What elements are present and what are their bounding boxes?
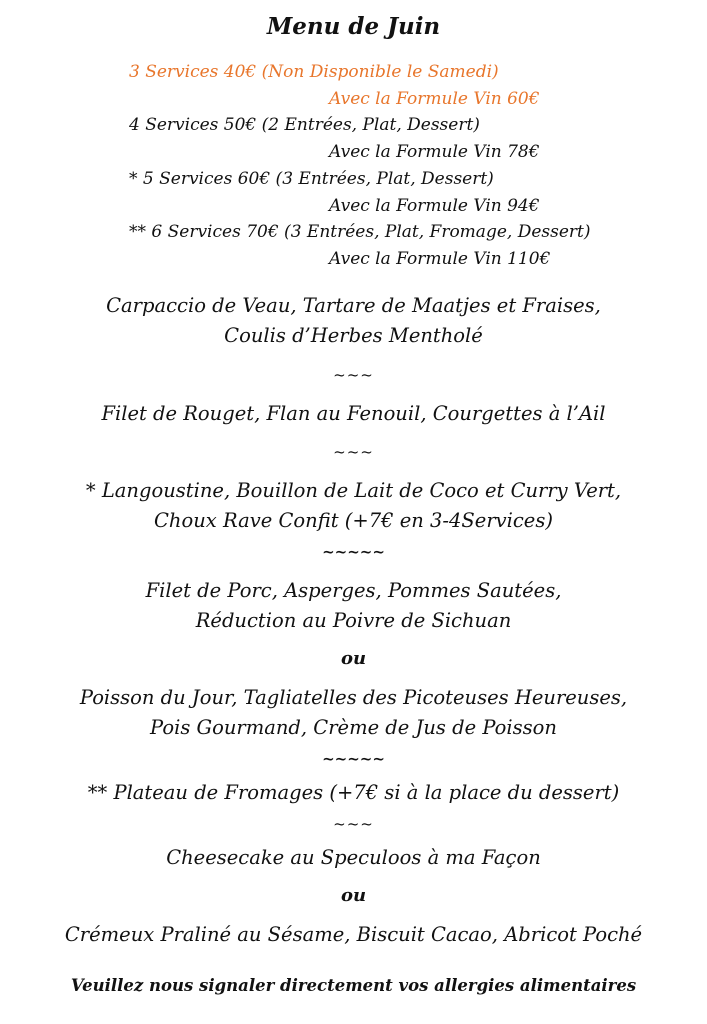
allergy-note: Veuillez nous signaler directement vos allergies alimentaires (70, 976, 637, 995)
separator: ~~~ (333, 443, 374, 461)
formula-5-services: * 5 Services 60€ (3 Entrées, Plat, Dessert) (129, 169, 494, 189)
starter-2: Filet de Rouget, Flan au Fenouil, Courgettes à l’Ail (101, 402, 606, 425)
starter-3-line-2: Choux Rave Confit (+7€ en 3-4Services) (154, 509, 553, 532)
formula-4-services: 4 Services 50€ (2 Entrées, Plat, Dessert) (129, 115, 480, 135)
menu-title: Menu de Juin (266, 13, 441, 40)
separator: ~~~ (333, 366, 374, 384)
starter-3-line-1: * Langoustine, Bouillon de Lait de Coco et Curry Vert, (85, 479, 622, 502)
separator: ~~~~~ (322, 543, 385, 561)
separator: ~~~ (333, 815, 374, 833)
main-1-line-2: Réduction au Poivre de Sichuan (195, 609, 512, 632)
separator: ~~~~~ (322, 750, 385, 768)
formula-6-services: ** 6 Services 70€ (3 Entrées, Plat, Fromage, Dessert) (129, 222, 591, 242)
or-label: ou (340, 648, 367, 669)
dessert-2: Crémeux Praliné au Sésame, Biscuit Cacao, Abricot Poché (64, 923, 643, 946)
dessert-1: Cheesecake au Speculoos à ma Façon (166, 846, 541, 869)
or-label: ou (340, 885, 367, 906)
cheese-course: ** Plateau de Fromages (+7€ si à la place du dessert) (87, 781, 620, 804)
formula-4-wine: Avec la Formule Vin 78€ (329, 142, 540, 162)
formula-6-wine: Avec la Formule Vin 110€ (329, 249, 551, 269)
starter-1-line-2: Coulis d’Herbes Mentholé (224, 324, 483, 347)
formula-5-wine: Avec la Formule Vin 94€ (329, 196, 540, 216)
starter-1-line-1: Carpaccio de Veau, Tartare de Maatjes et Fraises, (106, 294, 601, 317)
main-1-line-1: Filet de Porc, Asperges, Pommes Sautées, (145, 579, 562, 602)
formula-3-services: 3 Services 40€ (Non Disponible le Samedi) (129, 62, 499, 82)
formula-3-wine: Avec la Formule Vin 60€ (329, 89, 540, 109)
main-2-line-1: Poisson du Jour, Tagliatelles des Picoteuses Heureuses, (79, 686, 628, 709)
main-2-line-2: Pois Gourmand, Crème de Jus de Poisson (150, 716, 557, 739)
